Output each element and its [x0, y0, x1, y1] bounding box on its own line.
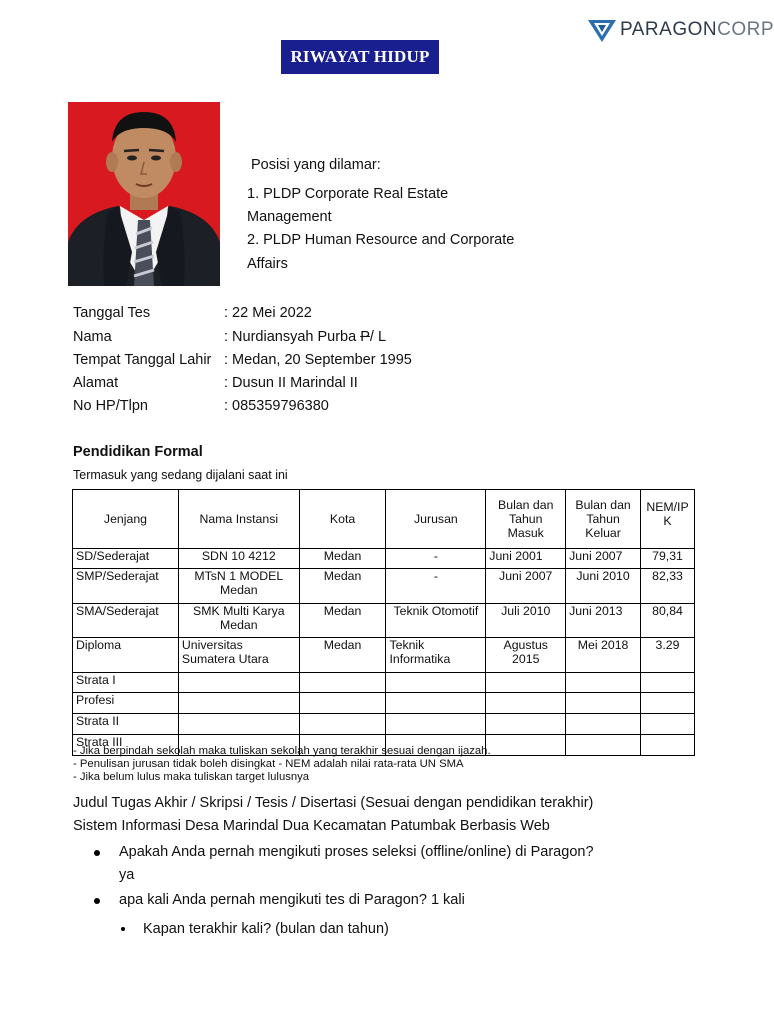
bullet-icon	[94, 850, 100, 856]
table-row	[73, 549, 695, 569]
cell-jenjang: Diploma	[73, 638, 179, 673]
table-row	[73, 569, 695, 604]
header-masuk-line: Tahun	[508, 512, 543, 526]
note-part: - Penulisan jurusan tidak boleh disingkat	[73, 758, 276, 770]
info-value: : Medan, 20 September 1995	[224, 352, 412, 368]
cell-jenjang: Strata III	[73, 735, 179, 756]
cell-jurusan	[386, 638, 486, 673]
masuk-line: 2015	[512, 652, 540, 666]
answer-1: ya	[119, 867, 135, 883]
profile-photo	[68, 102, 220, 286]
header-jurusan: Jurusan	[386, 490, 486, 549]
header-jenjang: Jenjang	[73, 490, 179, 549]
header-kota: Kota	[299, 490, 386, 549]
info-label: Tanggal Tes	[73, 305, 151, 321]
table-row	[73, 673, 695, 693]
cell-empty	[641, 714, 695, 735]
gender-value: / L	[369, 329, 387, 345]
cell-empty	[299, 673, 386, 693]
cell-masuk: Juni 2001	[486, 549, 566, 569]
table-header-row	[73, 490, 695, 549]
position-label: Posisi yang dilamar:	[251, 157, 381, 173]
education-table	[72, 489, 695, 756]
cell-empty	[641, 693, 695, 714]
cell-jenjang: SMA/Sederajat	[73, 604, 179, 638]
table-row	[73, 638, 695, 673]
cell-masuk	[486, 638, 566, 673]
header-masuk	[486, 490, 566, 549]
cell-kota: Medan	[299, 604, 386, 638]
header-keluar-line: Tahun	[586, 512, 620, 526]
cell-empty	[566, 714, 641, 735]
header-keluar-line: Keluar	[585, 526, 621, 540]
cell-instansi	[178, 604, 299, 638]
cell-jenjang: Strata I	[73, 673, 179, 693]
cell-kota: Medan	[299, 638, 386, 673]
header-nem	[641, 490, 695, 549]
page-title: RIWAYAT HIDUP	[281, 40, 439, 74]
cell-jenjang: SMP/Sederajat	[73, 569, 179, 604]
gender-struck: P	[360, 329, 370, 345]
cell-empty	[299, 714, 386, 735]
header-masuk-line: Masuk	[507, 526, 544, 540]
person-portrait-image	[68, 102, 220, 286]
note-part: - NEM adalah nilai rata-rata UN SMA	[278, 758, 464, 770]
education-subtitle: Termasuk yang sedang dijalani saat ini	[73, 468, 288, 482]
info-phone	[73, 398, 673, 421]
cell-empty	[486, 673, 566, 693]
jurusan-line: Teknik	[389, 638, 425, 652]
cell-keluar: Juni 2010	[566, 569, 641, 604]
info-label: Alamat	[73, 375, 119, 391]
note-line: - Jika berpindah sekolah maka tuliskan sekolah yang terakhir sesuai dengan ijazah.	[73, 745, 491, 757]
info-value: : 22 Mei 2022	[224, 305, 312, 321]
info-label: Nama	[73, 329, 112, 345]
table-row	[73, 693, 695, 714]
logo-text-bold: PARAGON	[620, 19, 718, 40]
instansi-line: Sumatera Utara	[181, 652, 269, 666]
cell-kota: Medan	[299, 549, 386, 569]
info-label: Tempat Tanggal Lahir	[73, 352, 212, 368]
cell-jenjang: SD/Sederajat	[73, 549, 179, 569]
cell-nem: 3.29	[641, 638, 695, 673]
question-3: Kapan terakhir kali? (bulan dan tahun)	[143, 921, 389, 937]
cell-empty	[566, 693, 641, 714]
name-value: : Nurdiansyah Purba	[224, 329, 357, 345]
paragon-logo	[588, 18, 774, 42]
header-nem-line: K	[663, 514, 672, 528]
header-keluar	[566, 490, 641, 549]
cell-empty	[178, 693, 299, 714]
cell-instansi	[178, 638, 299, 673]
logo-wordmark	[620, 19, 774, 41]
instansi-line: SMK Multi Karya	[193, 604, 285, 618]
cell-nem: 79,31	[641, 549, 695, 569]
cell-instansi	[178, 569, 299, 604]
position-line-3: 2. PLDP Human Resource and Corporate	[247, 232, 515, 248]
info-label: No HP/Tlpn	[73, 398, 148, 414]
cell-masuk: Juli 2010	[486, 604, 566, 638]
table-row	[73, 714, 695, 735]
thesis-value: Sistem Informasi Desa Marindal Dua Kecamatan Patumbak Berbasis Web	[73, 818, 550, 834]
position-line-1: 1. PLDP Corporate Real Estate	[247, 186, 449, 202]
info-birth	[73, 352, 673, 375]
question-2: apa kali Anda pernah mengikuti tes di Paragon? 1 kali	[119, 892, 465, 908]
cell-empty	[486, 693, 566, 714]
jurusan-line: Informatika	[389, 652, 451, 666]
header-keluar-line: Bulan dan	[575, 498, 631, 512]
cell-nem: 80,84	[641, 604, 695, 638]
bullet-icon	[121, 927, 125, 931]
paragon-logo-icon	[588, 18, 616, 42]
cell-empty	[178, 673, 299, 693]
logo-text-light: CORP	[717, 19, 774, 40]
info-test-date	[73, 305, 673, 328]
cell-empty	[386, 693, 486, 714]
instansi-line: MTsN 1 MODEL	[194, 569, 284, 583]
position-line-4: Affairs	[247, 256, 288, 272]
cell-keluar: Juni 2013	[566, 604, 641, 638]
cell-jurusan: Teknik Otomotif	[386, 604, 486, 638]
thesis-label: Judul Tugas Akhir / Skripsi / Tesis / Disertasi (Sesuai dengan pendidikan terakhir)	[73, 795, 594, 811]
cell-masuk: Juni 2007	[486, 569, 566, 604]
cell-empty	[299, 693, 386, 714]
cell-jurusan: -	[386, 549, 486, 569]
instansi-line: Medan	[219, 583, 258, 597]
info-value: : Dusun II Marindal II	[224, 375, 358, 391]
instansi-line: Universitas	[181, 638, 243, 652]
cell-jenjang: Profesi	[73, 693, 179, 714]
masuk-line: Agustus	[503, 638, 548, 652]
cell-empty	[486, 735, 566, 756]
cell-jenjang: Strata II	[73, 714, 179, 735]
cell-empty	[566, 735, 641, 756]
cell-empty	[386, 714, 486, 735]
question-1: Apakah Anda pernah mengikuti proses seleksi (offline/online) di Paragon?	[119, 844, 594, 860]
cell-jurusan: -	[386, 569, 486, 604]
cell-empty	[566, 673, 641, 693]
cell-empty	[386, 673, 486, 693]
cell-keluar: Mei 2018	[566, 638, 641, 673]
education-section-title: Pendidikan Formal	[73, 444, 203, 460]
bullet-icon	[94, 898, 100, 904]
table-notes	[73, 745, 491, 784]
instansi-line: Medan	[219, 618, 258, 632]
info-value: : 085359796380	[224, 398, 329, 414]
header-masuk-line: Bulan dan	[498, 498, 554, 512]
cell-kota: Medan	[299, 569, 386, 604]
cell-empty	[641, 735, 695, 756]
note-line: - Jika belum lulus maka tuliskan target lulusnya	[73, 771, 310, 783]
note-line	[73, 758, 491, 771]
cell-keluar: Juni 2007	[566, 549, 641, 569]
cell-empty	[178, 714, 299, 735]
info-address	[73, 375, 673, 398]
info-name	[73, 329, 673, 352]
cell-empty	[486, 714, 566, 735]
header-instansi: Nama Instansi	[178, 490, 299, 549]
header-nem-line: NEM/IP	[646, 500, 689, 514]
cell-nem: 82,33	[641, 569, 695, 604]
table-row	[73, 604, 695, 638]
cell-empty	[641, 673, 695, 693]
cell-instansi: SDN 10 4212	[178, 549, 299, 569]
info-value	[224, 329, 386, 345]
position-line-2: Management	[247, 209, 332, 225]
